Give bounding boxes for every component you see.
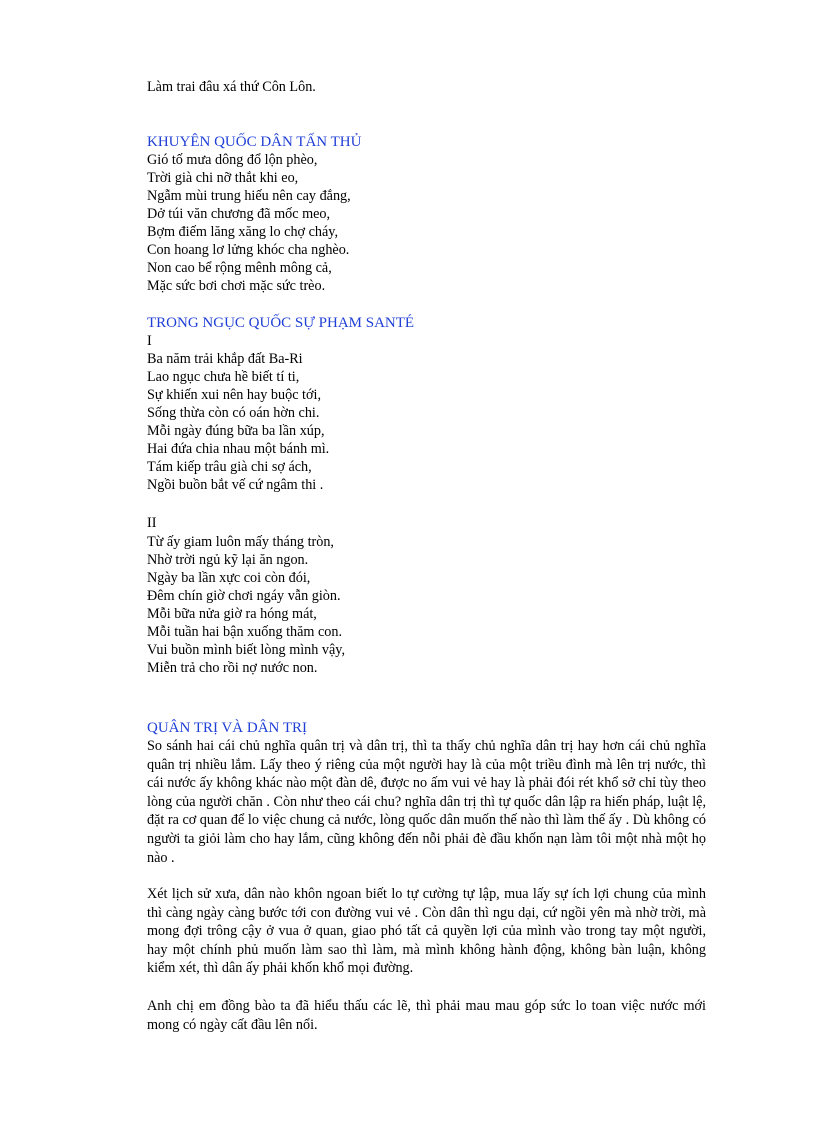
poem2-title: TRONG NGỤC QUỐC SỰ PHẠM SANTÉ — [147, 315, 415, 331]
poem2-line: Sự khiến xui nên hay buộc tới, — [147, 387, 321, 403]
essay-paragraph: So sánh hai cái chủ nghĩa quân trị và dân trị, thì ta thấy chủ nghĩa dân trị hay hơn cái chủ nghĩa quân trị nhiều lắm. Lấy theo ý riêng của một người hay là của một triều đình mà lên trị nước, thì cái nước ấy không khác nào một đàn dê, được no ấm vui vẻ hay là phải đói rét khổ sở chỉ tùy theo lòng của người chăn . Còn như theo cái chu? nghĩa dân trị thì tự quốc dân lập ra hiến pháp, luật lệ, đặt ra cơ quan để lo việc chung cả nước, lòng quốc dân muốn thế nào thì làm thế ấy . Dù không có người ta giỏi làm cho hay lắm, cũng không đến nỗi phải đè đầu khốn nạn làm tôi một nhà một họ nào . — [147, 738, 706, 866]
poem2-line: Từ ấy giam luôn mấy tháng tròn, — [147, 534, 334, 550]
poem1-line: Bợm điếm lăng xăng lo chợ cháy, — [147, 224, 338, 240]
poem1-title: KHUYÊN QUỐC DÂN TẤN THỦ — [147, 134, 362, 150]
poem2-line: Mỗi bữa nửa giờ ra hóng mát, — [147, 606, 317, 622]
poem2-line: Lao ngục chưa hề biết tí ti, — [147, 369, 300, 385]
poem2-line: Ngồi buồn bắt vế cứ ngâm thi . — [147, 477, 324, 493]
poem2-line: Vui buồn mình biết lòng mình vậy, — [147, 642, 346, 658]
poem2-part2-label: II — [147, 515, 157, 531]
poem1-line: Trời già chi nỡ thắt khi eo, — [147, 170, 299, 186]
poem2-line: Ba năm trải khắp đất Ba-Ri — [147, 351, 303, 367]
poem2-line: Ngày ba lần xực coi còn đói, — [147, 570, 311, 586]
intro-line: Làm trai đâu xá thứ Côn Lôn. — [147, 79, 316, 95]
poem2-line: Hai đứa chia nhau một bánh mì. — [147, 441, 330, 457]
essay-title: QUÂN TRỊ VÀ DÂN TRỊ — [147, 720, 308, 736]
essay-paragraph: Xét lịch sử xưa, dân nào khôn ngoan biết lo tự cường tự lập, mua lấy sự ích lợi chung của mình thì càng ngày càng bước tới con đường vui vẻ . Còn dân thì ngu dại, cứ ngồi yên mà nhờ trời, mà mong đợi trông cậy ở vua ở quan, giao phó tất cả quyền lợi của mình vào trong tay một người, hay một chính phủ muốn làm sao thì làm, mà mình không hành động, không bàn luận, không kiểm xét, thì dân ấy phải khốn khổ mọi đường. — [147, 886, 706, 977]
essay-paragraph: Anh chị em đồng bào ta đã hiểu thấu các lẽ, thì phải mau mau góp sức lo toan việc nước mới mong có ngày cất đầu lên nổi. — [147, 998, 706, 1033]
poem1-line: Non cao bể rộng mênh mông cả, — [147, 260, 332, 276]
poem2-line: Tám kiếp trâu già chi sợ ách, — [147, 459, 312, 475]
poem1-line: Ngẫm mùi trung hiếu nên cay đắng, — [147, 188, 351, 204]
poem2-line: Đêm chín giờ chơi ngáy vẫn giòn. — [147, 588, 341, 604]
poem2-line: Nhờ trời ngủ kỹ lại ăn ngon. — [147, 552, 309, 568]
poem1-line: Con hoang lơ lửng khóc cha nghèo. — [147, 242, 350, 258]
poem2-part1-label: I — [147, 333, 152, 349]
poem2-line: Mỗi tuần hai bận xuống thăm con. — [147, 624, 343, 640]
poem1-line: Mặc sức bơi chơi mặc sức trèo. — [147, 278, 326, 294]
poem2-line: Miễn trả cho rồi nợ nước non. — [147, 660, 318, 676]
poem1-line: Dở túi văn chương đã mốc meo, — [147, 206, 331, 222]
poem2-line: Mỗi ngày đúng bữa ba lần xúp, — [147, 423, 325, 439]
poem1-line: Gió tố mưa dông đổ lộn phèo, — [147, 152, 318, 168]
poem2-line: Sống thừa còn có oán hờn chi. — [147, 405, 320, 421]
